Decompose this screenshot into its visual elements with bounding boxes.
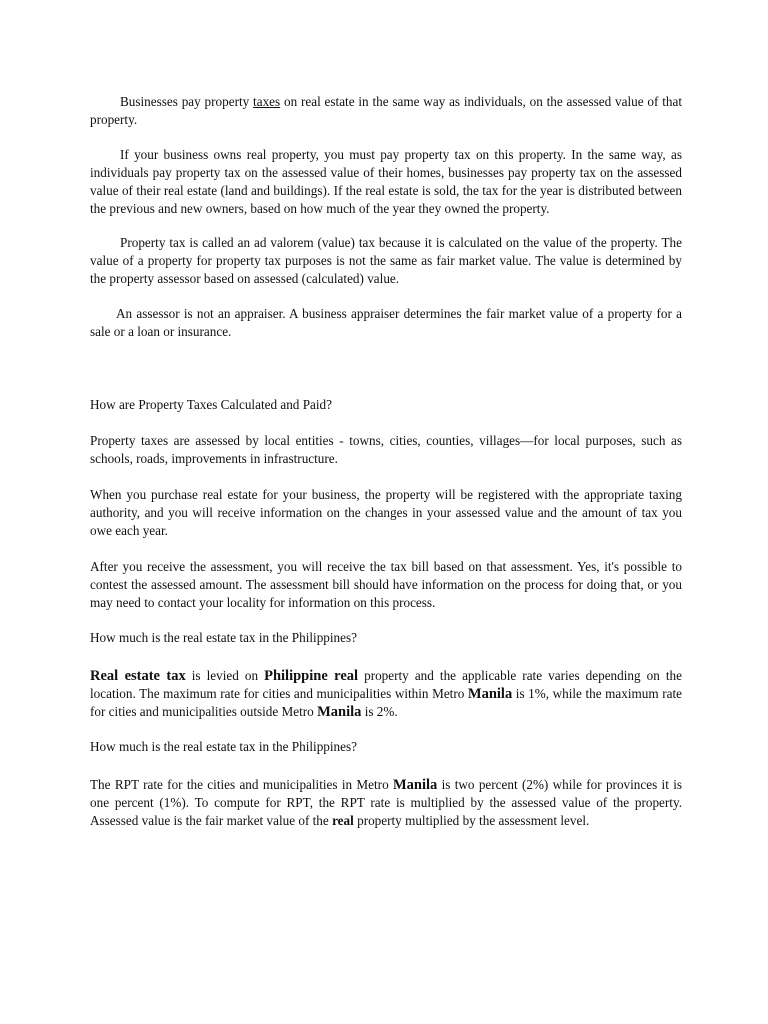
bold-term: Philippine real: [264, 668, 359, 684]
paragraph-real-property: If your business owns real property, you must pay property tax on this property. In the same way, as individuals pay property tax on the assessed value of their homes, businesses pay property tax on the assessed value of their real estate (land and buildings). If the real estate is sold, the tax for the year is distributed between the previous and new owners, based on how much of the year they owned the property.: [90, 147, 682, 216]
document-page: [90, 93, 682, 830]
paragraph-text: is two percent (2%) while for provinces it is one percent (1%). To compute for RPT, the RPT rate is multiplied by the assessed value of the property. Assessed value is the fair market value of the: [90, 777, 682, 828]
paragraph-businesses-pay: [90, 93, 682, 129]
paragraph-text: Businesses pay property: [120, 94, 254, 109]
taxes-link[interactable]: taxes: [253, 94, 281, 109]
section-heading-philippines-2: How much is the real estate tax in the Philippines?: [90, 739, 357, 754]
bold-term: Manila: [467, 686, 513, 702]
bold-term: Manila: [392, 777, 438, 793]
bold-term: Manila: [317, 704, 362, 720]
paragraph-text: on real estate in the same way as individuals, on the assessed value of that property.: [90, 94, 682, 127]
paragraph-purchase: When you purchase real estate for your business, the property will be registered with the appropriate taxing authority, and you will receive information on the changes in your assessed value and the amount of tax you owe each year.: [90, 487, 682, 538]
paragraph-text: property multiplied by the assessment level.: [353, 813, 590, 828]
bold-term: real: [332, 813, 354, 828]
paragraph-text: property and the applicable rate varies depending on the location. The maximum rate for cities and municipalities within Metro: [90, 668, 682, 701]
paragraph-assessor: An assessor is not an appraiser. A business appraiser determines the fair market value of a property for a sale or a loan or insurance.: [90, 306, 682, 339]
paragraph-ad-valorem: Property tax is called an ad valorem (value) tax because it is calculated on the value of the property. The value of a property for property tax purposes is not the same as fair market value. The value is determined by the property assessor based on assessed (calculated) value.: [90, 235, 682, 286]
paragraph-text: The RPT rate for the cities and municipalities in Metro: [90, 777, 393, 792]
paragraph-contest: After you receive the assessment, you will receive the tax bill based on that assessment. Yes, it's possible to contest the assessed amount. The assessment bill should have information on the process for doing that, or you may need to contact your locality for information on this process.: [90, 559, 682, 610]
paragraph-text: is levied on: [185, 668, 265, 683]
paragraph-rate-metro-manila: [90, 667, 682, 721]
paragraph-local-entities: Property taxes are assessed by local entities - towns, cities, counties, villages—for local purposes, such as schools, roads, improvements in infrastructure.: [90, 433, 682, 466]
section-heading-philippines-1: How much is the real estate tax in the Philippines?: [90, 630, 357, 645]
paragraph-text: is 1%, while the maximum rate for cities and municipalities outside Metro: [90, 686, 682, 719]
bold-term: Real estate tax: [90, 668, 186, 684]
paragraph-rpt-rate: [90, 776, 682, 830]
paragraph-text: is 2%.: [361, 704, 398, 719]
section-heading-calculation: How are Property Taxes Calculated and Paid?: [90, 397, 332, 412]
